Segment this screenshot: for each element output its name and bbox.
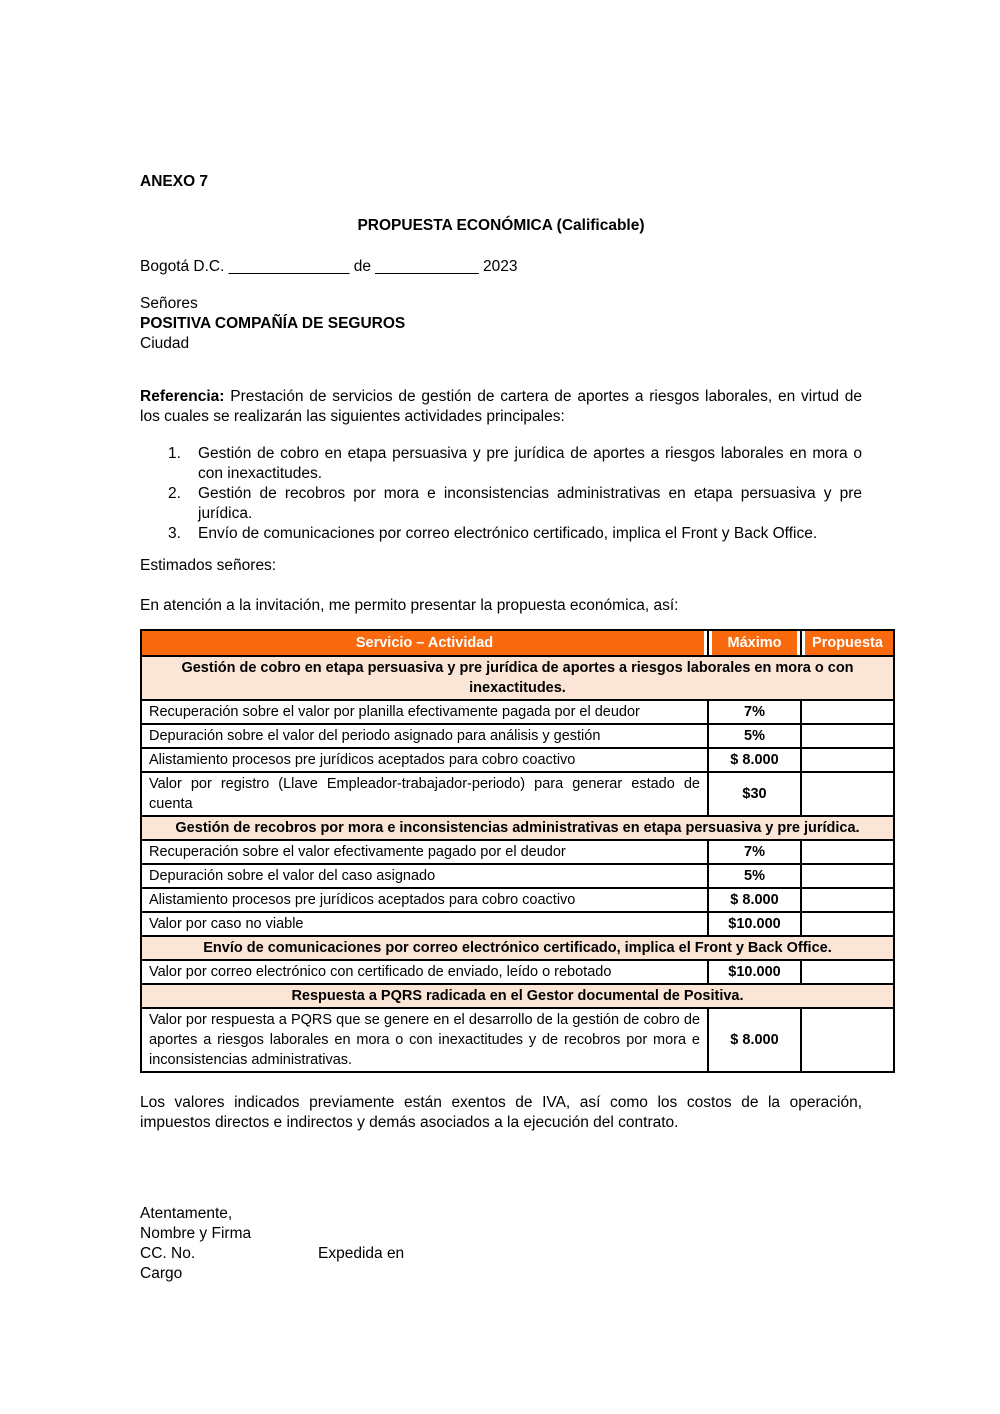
service-cell: Recuperación sobre el valor efectivamente pagado por el deudor [141,840,708,864]
proposal-cell [801,1008,894,1072]
signature-cc-line [140,1244,862,1264]
max-cell: 7% [708,840,801,864]
list-item-text: Gestión de recobros por mora e inconsistencias administrativas en etapa persuasiva y pre jurídica. [198,485,862,522]
section-header-row [141,984,894,1008]
max-cell: $30 [708,772,801,816]
cc-label: CC. No. [140,1245,196,1262]
section-header-row [141,656,894,700]
list-item [168,484,862,524]
column-header-service: Servicio – Actividad [141,630,708,656]
section-title: Respuesta a PQRS radicada en el Gestor documental de Positiva. [141,984,894,1008]
proposal-cell [801,724,894,748]
service-cell: Valor por registro (Llave Empleador-trabajador-periodo) para generar estado de cuenta [141,772,708,816]
max-cell: $10.000 [708,912,801,936]
signature-name-line: Nombre y Firma [140,1225,252,1242]
intro-paragraph: En atención a la invitación, me permito presentar la propuesta económica, así: [140,597,679,614]
list-item-text: Gestión de cobro en etapa persuasiva y pre jurídica de aportes a riesgos laborales en mora o con inexactitudes. [198,445,862,482]
service-cell: Depuración sobre el valor del caso asignado [141,864,708,888]
recipient-city: Ciudad [140,335,190,352]
page-title: PROPUESTA ECONÓMICA (Calificable) [357,217,645,234]
section-title: Gestión de cobro en etapa persuasiva y pre jurídica de aportes a riesgos laborales en mora o con inexactitudes. [141,656,894,700]
service-cell: Recuperación sobre el valor por planilla efectivamente pagada por el deudor [141,700,708,724]
max-cell: $10.000 [708,960,801,984]
service-cell: Valor por caso no viable [141,912,708,936]
max-cell: 7% [708,700,801,724]
table-row [141,1008,894,1072]
list-item [168,524,862,544]
column-header-proposal: Propuesta [801,630,894,656]
anexo-label: ANEXO 7 [140,173,209,190]
column-header-max: Máximo [708,630,801,656]
recipient-block [140,294,862,354]
service-cell: Alistamiento procesos pre jurídicos aceptados para cobro coactivo [141,748,708,772]
proposal-cell [801,700,894,724]
table-row [141,748,894,772]
section-header-row [141,816,894,840]
signature-closing: Atentamente, [140,1205,233,1222]
greeting: Estimados señores: [140,557,277,574]
max-cell: 5% [708,864,801,888]
cargo-label: Cargo [140,1265,183,1282]
proposal-cell [801,864,894,888]
activities-list [140,444,862,544]
proposal-cell [801,748,894,772]
table-row [141,724,894,748]
signature-block [140,1204,862,1284]
table-row [141,700,894,724]
proposal-cell [801,840,894,864]
iva-note-paragraph: Los valores indicados previamente están exentos de IVA, así como los costos de la operación, impuestos directos e indirectos y demás asociados a la ejecución del contrato. [140,1094,862,1131]
table-row [141,772,894,816]
table-header-row [141,630,894,656]
reference-paragraph [140,387,862,427]
list-item-number: 1. [168,445,181,462]
date-line: Bogotá D.C. ______________ de ____________ 2023 [140,258,518,275]
section-title: Envío de comunicaciones por correo electrónico certificado, implica el Front y Back Office. [141,936,894,960]
service-cell: Alistamiento procesos pre jurídicos aceptados para cobro coactivo [141,888,708,912]
table-row [141,960,894,984]
list-item [168,444,862,484]
service-cell: Valor por respuesta a PQRS que se genere en el desarrollo de la gestión de cobro de aportes a riesgos laborales en mora o con inexactitudes y de recobros por mora e inconsistencias administrativas. [141,1008,708,1072]
proposal-cell [801,912,894,936]
recipient-salutation: Señores [140,295,198,312]
table-row [141,864,894,888]
max-cell: 5% [708,724,801,748]
reference-label: Referencia: [140,388,225,405]
table-row [141,888,894,912]
list-item-number: 3. [168,525,181,542]
service-cell: Depuración sobre el valor del periodo asignado para análisis y gestión [141,724,708,748]
max-cell: $ 8.000 [708,748,801,772]
expedida-label: Expedida en [318,1245,405,1262]
list-item-number: 2. [168,485,181,502]
reference-text: Prestación de servicios de gestión de cartera de aportes a riesgos laborales, en virtud de los cuales se realizarán las siguientes actividades principales: [140,388,862,425]
table-row [141,840,894,864]
recipient-company: POSITIVA COMPAÑÍA DE SEGUROS [140,315,406,332]
proposal-cell [801,960,894,984]
proposal-cell [801,772,894,816]
max-cell: $ 8.000 [708,888,801,912]
section-header-row [141,936,894,960]
service-cell: Valor por correo electrónico con certificado de enviado, leído o rebotado [141,960,708,984]
max-cell: $ 8.000 [708,1008,801,1072]
list-item-text: Envío de comunicaciones por correo electrónico certificado, implica el Front y Back Office. [198,525,818,542]
proposal-cell [801,888,894,912]
table-row [141,912,894,936]
pricing-table [140,629,895,1073]
section-title: Gestión de recobros por mora e inconsistencias administrativas en etapa persuasiva y pre jurídica. [141,816,894,840]
